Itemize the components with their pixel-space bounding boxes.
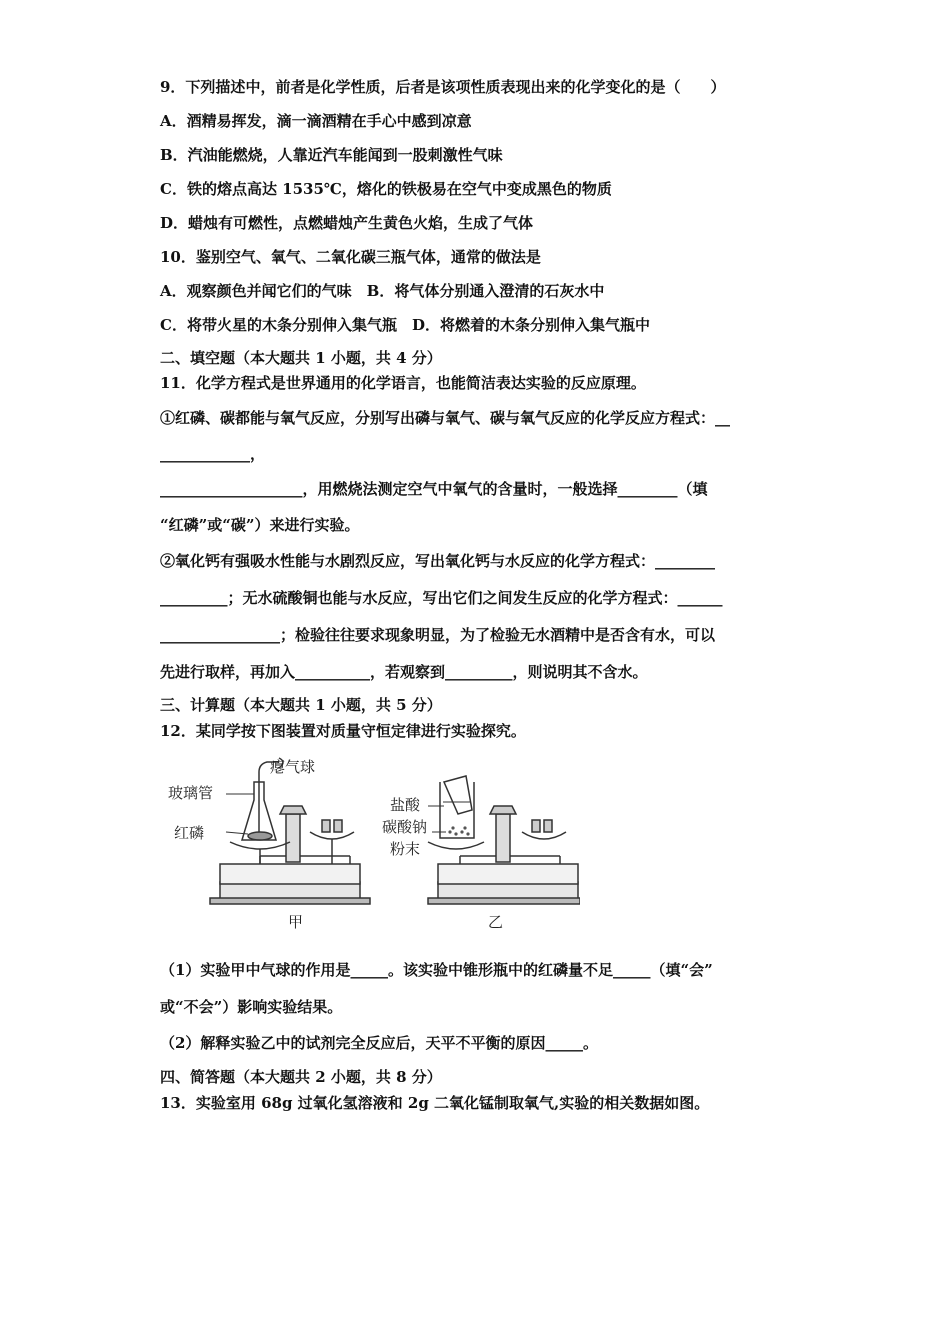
q10-options-ab: A．观察颜色并闻它们的气味 B．将气体分别通入澄清的石灰水中 (160, 282, 605, 300)
section-3-heading: 三、计算题（本大题共 1 小题，共 5 分） (160, 696, 442, 714)
label-glass-tube: 玻璃管 (168, 784, 214, 802)
q12-part1-line2: 或“不会”）影响实验结果。 (160, 998, 343, 1016)
q11-part1-line2: ____________， (160, 445, 266, 463)
label-red-phosphorus: 红磷 (174, 824, 205, 842)
q10-stem: 10．鉴别空气、氧气、二氧化碳三瓶气体，通常的做法是 (160, 248, 541, 266)
q11-part1-line1: ①红磷、碳都能与氧气反应，分别写出磷与氧气、碳与氧气反应的化学反应方程式：__ (160, 409, 731, 427)
caption-jia: 甲 (288, 913, 304, 931)
q12-stem: 12．某同学按下图装置对质量守恒定律进行实验探究。 (160, 722, 526, 740)
q10-options-cd: C．将带火星的木条分别伸入集气瓶 D．将燃着的木条分别伸入集气瓶中 (160, 316, 650, 334)
q9-option-a: A．酒精易挥发，滴一滴酒精在手心中感到凉意 (160, 112, 472, 130)
q11-part2-line1: ②氧化钙有强吸水性能与水剧烈反应，写出氧化钙与水反应的化学方程式：________ (160, 552, 716, 570)
q11-part2-line4: 先进行取样，再加入__________，若观察到_________，则说明其不含水。 (160, 663, 648, 681)
label-hydrochloric-acid: 盐酸 (390, 796, 421, 814)
section-4-heading: 四、简答题（本大题共 2 小题，共 8 分） (160, 1068, 442, 1086)
label-balloon: 瘪气球 (270, 758, 316, 776)
q13-stem: 13．实验室用 68g 过氧化氢溶液和 2g 二氧化锰制取氧气,实验的相关数据如图。 (160, 1094, 710, 1112)
q11-part1-line3: ___________________，用燃烧法测定空气中氧气的含量时，一般选择________（填 (160, 480, 708, 498)
q12-part1-line1: （1）实验甲中气球的作用是_____。该实验中锥形瓶中的红磷量不足_____（填“会” (160, 961, 713, 979)
q9-stem: 9．下列描述中，前者是化学性质，后者是该项性质表现出来的化学变化的是（ ） (160, 78, 726, 96)
q11-stem: 11．化学方程式是世界通用的化学语言，也能简洁表达实验的反应原理。 (160, 374, 646, 392)
label-sodium-carbonate: 碳酸钠 (382, 818, 428, 836)
q9-option-b: B．汽油能燃烧，人靠近汽车能闻到一股刺激性气味 (160, 146, 503, 164)
q9-option-d: D．蜡烛有可燃性，点燃蜡烛产生黄色火焰，生成了气体 (160, 214, 534, 232)
balance-experiment-figure (160, 752, 580, 932)
section-2-heading: 二、填空题（本大题共 1 小题，共 4 分） (160, 349, 442, 367)
q11-part1-line4: “红磷”或“碳”）来进行实验。 (160, 516, 360, 534)
q12-part2: （2）解释实验乙中的试剂完全反应后，天平不平衡的原因_____。 (160, 1034, 598, 1052)
q11-part2-line3: ________________；检验往往要求现象明显，为了检验无水酒精中是否含有水，可以 (160, 626, 716, 644)
q11-part2-line2: _________；无水硫酸铜也能与水反应，写出它们之间发生反应的化学方程式：______ (160, 589, 723, 607)
caption-yi: 乙 (488, 913, 504, 931)
apparatus-jia (210, 758, 370, 904)
q9-option-c: C．铁的熔点高达 1535℃，熔化的铁极易在空气中变成黑色的物质 (160, 180, 612, 198)
label-powder: 粉末 (390, 840, 421, 858)
apparatus-yi (428, 776, 580, 904)
